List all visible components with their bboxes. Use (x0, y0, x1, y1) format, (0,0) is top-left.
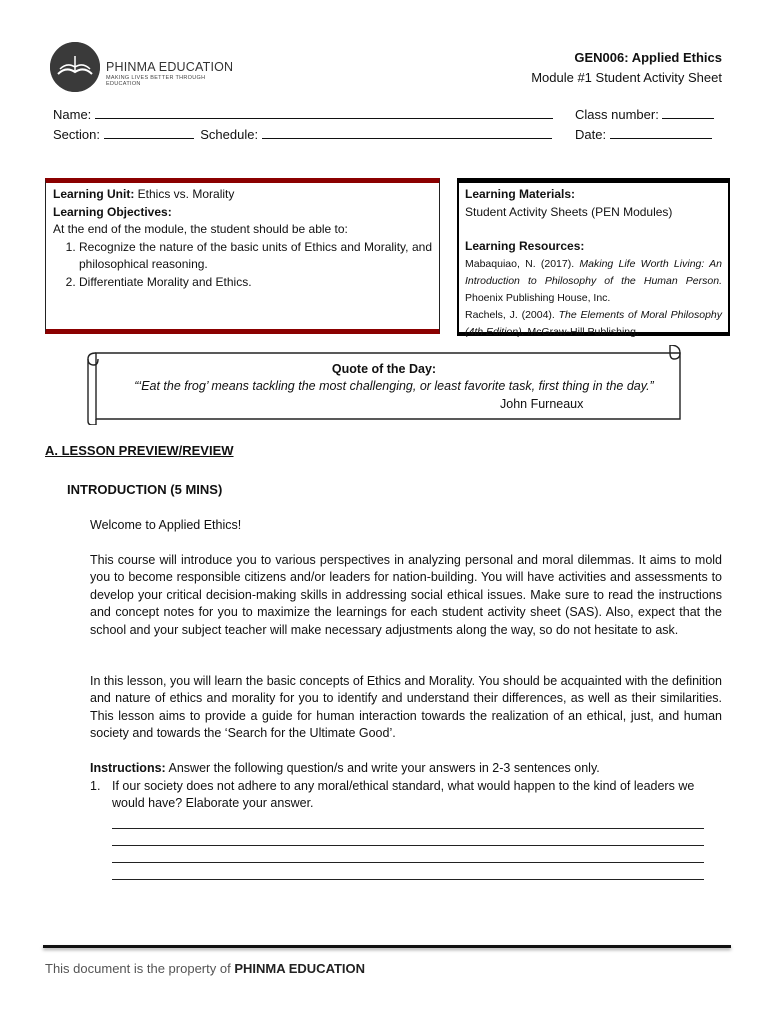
footer-prefix: This document is the property of (45, 961, 231, 976)
reference-2-title: The Elements of Moral Philosophy (4th Edition). (465, 308, 722, 338)
answer-line[interactable] (112, 862, 704, 863)
reference-2 (465, 307, 722, 341)
learning-unit-value: Ethics vs. Morality (137, 187, 235, 201)
course-description-paragraph: This course will introduce you to various perspectives in analyzing personal and moral dilemmas. It aims to mold you to become responsible citizens and/or leaders for nation-building. You will have activities and assessments to develop your critical decision-making skills in addressing social ethical issues. Make sure to read the instructions and concept notes for you to maximize the learnings for each student activity sheet (SAS). Also, expect that the school and your subject teacher will make necessary adjustments along the way, so do not hesitate to ask. (90, 553, 722, 637)
instructions-line (90, 760, 722, 777)
schedule-label: Schedule: (200, 127, 259, 142)
instructions-label: Instructions: (90, 761, 166, 775)
objectives-list (53, 239, 432, 292)
logo-name: PHINMA EDUCATION (106, 60, 234, 74)
name-row (53, 105, 553, 124)
date-row (575, 125, 712, 144)
phinma-logo (50, 42, 240, 98)
logo-tagline: MAKING LIVES BETTER THROUGH EDUCATION (106, 75, 206, 87)
learning-unit-box (45, 178, 440, 334)
reference-1 (465, 256, 722, 307)
objective-item: 1. Recognize the nature of the basic units of Ethics and Morality, and philosophical reasoning. (79, 239, 432, 274)
answer-line[interactable] (112, 828, 704, 829)
introduction-heading: INTRODUCTION (5 MINS) (67, 482, 223, 497)
learning-objectives-intro: At the end of the module, the student should be able to: (53, 222, 348, 236)
section-row (53, 125, 552, 144)
footer-divider (43, 945, 731, 948)
module-title: Module #1 Student Activity Sheet (531, 70, 722, 85)
course-code: GEN006: Applied Ethics (574, 50, 722, 65)
objective-item: 2. Differentiate Morality and Ethics. (79, 274, 432, 292)
reference-1-authors: Mabaquiao, N. (2017). (465, 257, 575, 270)
reference-1-publisher: Phoenix Publishing House, Inc. (465, 291, 611, 304)
learning-objectives-label: Learning Objectives: (53, 204, 172, 219)
learning-materials-value: Student Activity Sheets (PEN Modules) (465, 204, 673, 219)
reference-1-title: Making Life Worth Living: An Introduction to Philosophy of the Human Person. (465, 257, 722, 287)
welcome-text: Welcome to Applied Ethics! (90, 518, 242, 532)
answer-line[interactable] (112, 879, 704, 880)
section-field[interactable] (104, 125, 194, 139)
class-number-row (575, 105, 714, 124)
section-label: Section: (53, 127, 100, 142)
date-field[interactable] (610, 125, 712, 139)
name-field[interactable] (95, 105, 553, 119)
learning-materials-box (457, 178, 730, 336)
name-label: Name: (53, 107, 92, 122)
section-heading: A. LESSON PREVIEW/REVIEW (45, 443, 234, 458)
logo-emblem-icon (50, 42, 100, 92)
date-label: Date: (575, 127, 607, 142)
footer-owner: PHINMA EDUCATION (234, 961, 366, 976)
footer-text (45, 961, 365, 976)
learning-unit-label: Learning Unit: (53, 187, 135, 201)
reference-2-authors: Rachels, J. (2004). (465, 308, 555, 321)
question-number: 1. (90, 779, 101, 793)
instructions-text: Answer the following question/s and write your answers in 2-3 sentences only. (168, 761, 600, 775)
learning-materials-label: Learning Materials: (465, 187, 576, 201)
quote-text: “‘Eat the frog’ means tackling the most challenging, or least favorite task, first thing in the day.” (134, 379, 654, 393)
quote-author: John Furneaux (500, 397, 584, 411)
schedule-field[interactable] (262, 125, 552, 139)
question-text: If our society does not adhere to any moral/ethical standard, what would happen to the kind of leaders we would have? Elaborate your answer. (112, 779, 695, 811)
quote-title: Quote of the Day: (331, 362, 437, 376)
learning-resources-label: Learning Resources: (465, 239, 585, 253)
reference-2-publisher: McGraw-Hill Publishing. (527, 325, 639, 338)
lesson-description-paragraph: In this lesson, you will learn the basic concepts of Ethics and Morality. You should be acquainted with the definition and nature of ethics and morality for you to identify and understand their differences, as well as their similarities. This lesson aims to provide a guide for human interaction towards the realization of an ethical, just, and human society and towards the ‘Search for the Ultimate Good’. (90, 674, 722, 741)
class-number-label: Class number: (575, 107, 659, 122)
learning-unit-line (53, 186, 432, 204)
answer-line[interactable] (112, 845, 704, 846)
class-number-field[interactable] (662, 105, 714, 119)
course-header (531, 48, 722, 88)
